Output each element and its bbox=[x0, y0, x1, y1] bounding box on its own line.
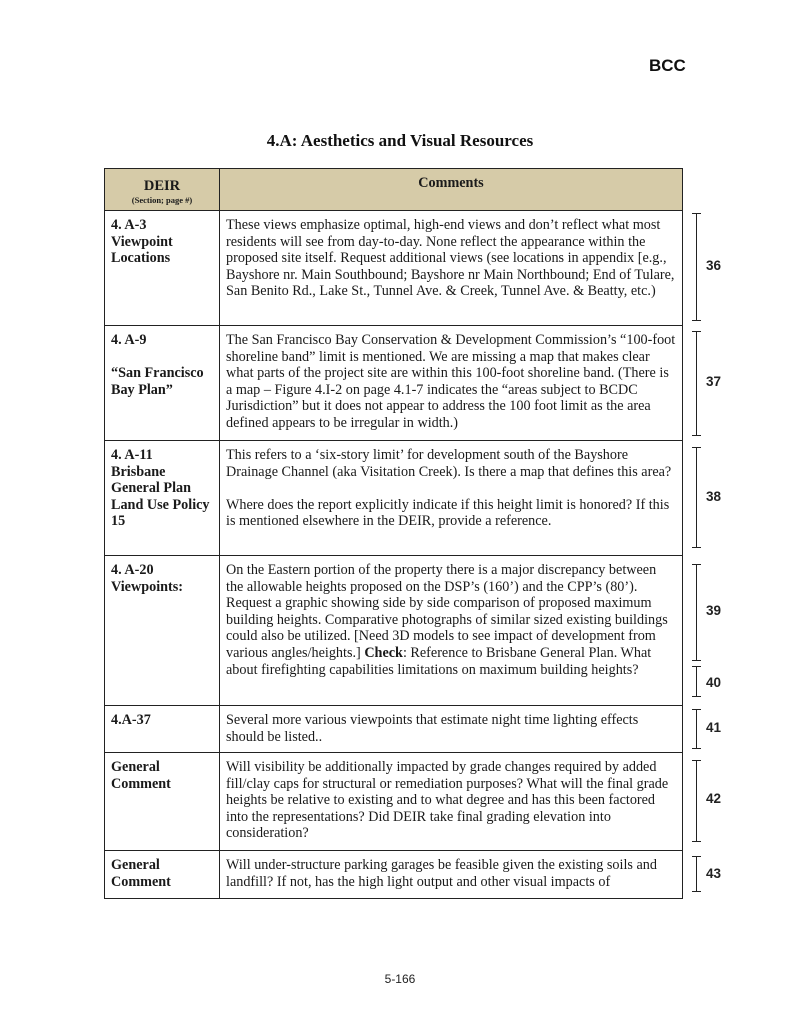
section-line: 4. A-3 bbox=[111, 217, 147, 233]
comments-table bbox=[104, 168, 683, 899]
section-cell bbox=[105, 753, 220, 851]
section-line: Land Use Policy bbox=[111, 496, 210, 513]
column-header-label: Comments bbox=[418, 175, 484, 191]
section-line: General bbox=[111, 857, 160, 873]
comment-cell bbox=[220, 211, 683, 326]
comment-number-label: 43 bbox=[706, 866, 722, 881]
comment-text: On the Eastern portion of the property there is a major discrepancy between the allowable heights proposed on the DSP’s (160’) and the CPP’s (80’). Request a graphic showing side by side comparison of proposed maximum building heights. Comparative photographs of similar sized existing buildings could also be utilized. [Need 3D models to see impact of development from various angles/heights.] bbox=[226, 562, 668, 661]
section-line: 15 bbox=[111, 513, 126, 530]
comment-number-label: 36 bbox=[706, 258, 722, 273]
table-header-row bbox=[105, 169, 683, 211]
comment-number-label: 42 bbox=[706, 791, 722, 806]
section-line: Viewpoint bbox=[111, 233, 173, 250]
org-code-label: BCC bbox=[649, 56, 686, 75]
table-row bbox=[105, 753, 683, 851]
table-row bbox=[105, 211, 683, 326]
comment-cell bbox=[220, 326, 683, 441]
column-header-label: DEIR bbox=[143, 178, 181, 194]
comment-cell bbox=[220, 706, 683, 753]
section-line: General Plan bbox=[111, 480, 191, 497]
comment-number-label: 40 bbox=[706, 675, 722, 690]
paragraph-spacer bbox=[226, 480, 676, 497]
comment-cell bbox=[220, 556, 683, 706]
comment-cell bbox=[220, 753, 683, 851]
table-row bbox=[105, 556, 683, 706]
comment-cell bbox=[220, 441, 683, 556]
comment-number-label: 38 bbox=[706, 489, 722, 504]
page-number: 5-166 bbox=[384, 972, 416, 986]
section-line: 4. A-20 bbox=[111, 562, 154, 578]
check-emphasis: Check bbox=[364, 644, 403, 661]
section-cell bbox=[105, 556, 220, 706]
column-header-deir bbox=[105, 169, 220, 211]
section-line: Locations bbox=[111, 250, 171, 267]
section-line: Comment bbox=[111, 775, 171, 792]
section-line: Brisbane bbox=[111, 463, 166, 480]
comment-number-label: 37 bbox=[706, 374, 722, 389]
comment-cell bbox=[220, 851, 683, 899]
section-line: Comment bbox=[111, 873, 171, 890]
comment-text: : Reference to Brisbane General Plan. What about firefighting capabilities limitations on maximum building heights? bbox=[226, 644, 652, 678]
section-line: 4. A-9 bbox=[111, 332, 147, 348]
section-spacer bbox=[111, 349, 213, 366]
column-header-sublabel: (Section; page #) bbox=[131, 194, 193, 205]
section-line: 4. A-11 bbox=[111, 447, 153, 463]
comment-number-label: 41 bbox=[706, 720, 722, 735]
comment-text: This refers to a ‘six-story limit’ for development south of the Bayshore Drainage Channel (aka Visitation Creek). Is there a map that defines this area? bbox=[226, 447, 672, 480]
comment-text: Where does the report explicitly indicate if this height limit is honored? If this is mentioned elsewhere in the DEIR, provide a reference. bbox=[226, 496, 670, 530]
section-cell bbox=[105, 706, 220, 753]
section-line: Viewpoints: bbox=[111, 578, 183, 595]
section-line: “San Francisco bbox=[111, 365, 204, 382]
section-line: Bay Plan” bbox=[111, 381, 173, 398]
comment-text: Will under-structure parking garages be feasible given the existing soils and landfill? If not, has the high light output and other visual impacts of bbox=[226, 857, 657, 890]
page-title: 4.A: Aesthetics and Visual Resources bbox=[266, 131, 534, 150]
comment-text: Will visibility be additionally impacted by grade changes required by added fill/clay caps for structural or remediation purposes? What will the final grade heights be relative to existing and to what degree and has this been factored into the representations? Did DEIR take final grading elevation into consideration? bbox=[226, 759, 669, 842]
section-cell bbox=[105, 441, 220, 556]
table-row bbox=[105, 326, 683, 441]
comment-text: The San Francisco Bay Conservation & Development Commission’s “100-foot shoreline band” limit is mentioned. We are missing a map that makes clear what parts of the project site are within this 100-foot shoreline band. (There is a map – Figure 4.I-2 on page 4.1-7 indicates the “areas subject to BCDC Jurisdiction” but it does not appear to address the 100 foot limit as the area defined appears to be irregular in width.) bbox=[226, 332, 676, 431]
comment-text: These views emphasize optimal, high-end views and don’t reflect what most residents will see from day-to-day. None reflect the appearance within the proposed site itself. Request additional views (see locations in appendix [e.g., Bayshore nr. Main Southbound; Bayshore nr Main Northbound; End of Tulare, San Benito Rd., Lake St., Tunnel Ave. & Creek, Tunnel Ave. & Beatty, etc.) bbox=[226, 217, 675, 300]
section-line: General bbox=[111, 759, 160, 775]
table-row bbox=[105, 851, 683, 899]
table-row bbox=[105, 706, 683, 753]
section-line: 4.A-37 bbox=[111, 712, 151, 728]
comment-text: Several more various viewpoints that estimate night time lighting effects should be listed.. bbox=[226, 712, 639, 745]
table-row bbox=[105, 441, 683, 556]
comment-number-label: 39 bbox=[706, 603, 722, 618]
section-cell bbox=[105, 851, 220, 899]
column-header-comments bbox=[220, 169, 683, 211]
section-cell bbox=[105, 326, 220, 441]
comment-markers bbox=[690, 0, 750, 1034]
section-cell bbox=[105, 211, 220, 326]
